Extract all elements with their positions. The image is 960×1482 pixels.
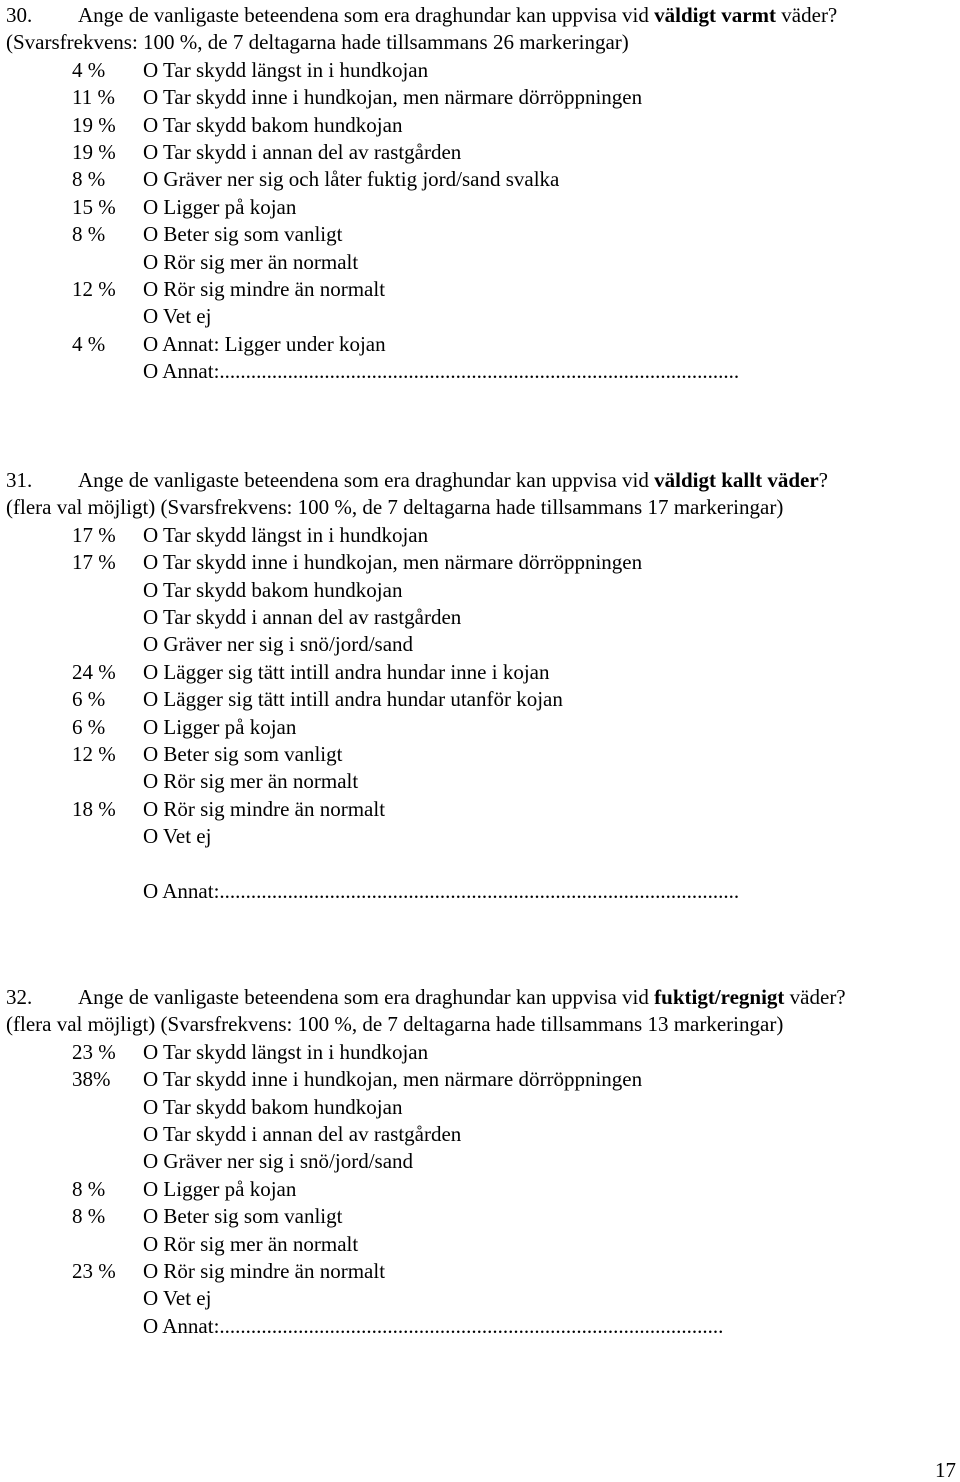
option-percent: 6 % xyxy=(72,714,106,739)
option-row xyxy=(0,166,960,193)
option-row xyxy=(0,659,960,686)
option-row xyxy=(0,631,960,658)
question-text: Ange de vanligaste beteendena som era draghundar kan uppvisa vid väldigt kallt väder? xyxy=(78,468,828,492)
option-percent: 17 % xyxy=(72,522,116,547)
option-row xyxy=(0,358,960,385)
option-label: O Tar skydd bakom hundkojan xyxy=(143,112,403,137)
option-row xyxy=(0,112,960,139)
option-label: O Gräver ner sig i snö/jord/sand xyxy=(143,1149,414,1174)
option-label: O Vet ej xyxy=(143,1286,212,1311)
option-row xyxy=(0,577,960,604)
option-percent: 23 % xyxy=(72,1039,116,1064)
page-number: 17 xyxy=(935,1458,956,1482)
option-row xyxy=(0,823,960,850)
option-percent: 17 % xyxy=(72,550,116,575)
option-percent: 18 % xyxy=(72,796,116,821)
option-percent: 11 % xyxy=(72,85,115,110)
option-label: O Annat:................................................................................................... xyxy=(143,359,740,384)
option-label: O Ligger på kojan xyxy=(143,194,297,219)
option-label: O Rör sig mindre än normalt xyxy=(143,796,386,821)
option-row xyxy=(0,796,960,823)
option-label: O Rör sig mer än normalt xyxy=(143,769,359,794)
option-row xyxy=(0,768,960,795)
option-row xyxy=(0,303,960,330)
option-label: O Tar skydd längst in i hundkojan xyxy=(143,1039,429,1064)
option-row xyxy=(0,1066,960,1093)
option-label: O Rör sig mindre än normalt xyxy=(143,1258,386,1283)
option-percent: 8 % xyxy=(72,167,106,192)
option-list xyxy=(0,1039,960,1340)
response-summary: (Svarsfrekvens: 100 %, de 7 deltagarna hade tillsammans 26 markeringar) xyxy=(6,30,629,55)
option-label: O Vet ej xyxy=(143,304,212,329)
question-number: 32. xyxy=(6,985,33,1009)
option-row xyxy=(0,1285,960,1312)
option-percent: 4 % xyxy=(72,331,106,356)
option-label: O Tar skydd inne i hundkojan, men närmare dörröppningen xyxy=(143,550,643,575)
option-label: O Tar skydd i annan del av rastgården xyxy=(143,1121,462,1146)
option-percent: 8 % xyxy=(72,1204,106,1229)
option-row xyxy=(0,249,960,276)
option-row xyxy=(0,549,960,576)
question-heading xyxy=(0,984,960,1011)
option-label: O Ligger på kojan xyxy=(143,714,297,739)
option-percent: 15 % xyxy=(72,194,116,219)
option-percent: 8 % xyxy=(72,222,106,247)
option-percent: 38% xyxy=(72,1067,111,1092)
option-label: O Annat:................................................................................................... xyxy=(143,878,740,903)
option-label: O Tar skydd inne i hundkojan, men närmare dörröppningen xyxy=(143,85,643,110)
question-31 xyxy=(0,467,960,905)
option-label: O Lägger sig tätt intill andra hundar utanför kojan xyxy=(143,687,563,712)
option-row xyxy=(0,331,960,358)
option-label: O Lägger sig tätt intill andra hundar inne i kojan xyxy=(143,659,550,684)
option-label: O Gräver ner sig och låter fuktig jord/sand svalka xyxy=(143,167,560,192)
option-row xyxy=(0,686,960,713)
option-row xyxy=(0,1176,960,1203)
option-label: O Tar skydd bakom hundkojan xyxy=(143,577,403,602)
option-list xyxy=(0,522,960,905)
option-row xyxy=(0,194,960,221)
option-row xyxy=(0,1039,960,1066)
option-label: O Beter sig som vanligt xyxy=(143,1204,343,1229)
option-label: O Tar skydd inne i hundkojan, men närmare dörröppningen xyxy=(143,1067,643,1092)
option-row xyxy=(0,57,960,84)
option-percent: 12 % xyxy=(72,741,116,766)
option-row xyxy=(0,1148,960,1175)
option-percent: 23 % xyxy=(72,1258,116,1283)
option-row xyxy=(0,878,960,905)
response-summary: (flera val möjligt) (Svarsfrekvens: 100 %, de 7 deltagarna hade tillsammans 17 markeringar) xyxy=(6,495,784,520)
option-label: O Tar skydd i annan del av rastgården xyxy=(143,139,462,164)
option-row xyxy=(0,714,960,741)
option-label: O Annat:................................................................................................ xyxy=(143,1313,724,1338)
option-percent: 12 % xyxy=(72,276,116,301)
option-percent: 19 % xyxy=(72,112,116,137)
option-percent: 24 % xyxy=(72,659,116,684)
option-row xyxy=(0,221,960,248)
option-percent: 19 % xyxy=(72,139,116,164)
option-label: O Rör sig mindre än normalt xyxy=(143,276,386,301)
option-row xyxy=(0,84,960,111)
question-heading xyxy=(0,2,960,29)
option-label: O Vet ej xyxy=(143,824,212,849)
question-heading xyxy=(0,467,960,494)
option-label: O Tar skydd längst in i hundkojan xyxy=(143,522,429,547)
option-label: O Ligger på kojan xyxy=(143,1176,297,1201)
question-30 xyxy=(0,2,960,385)
option-label: O Beter sig som vanligt xyxy=(143,222,343,247)
option-label: O Gräver ner sig i snö/jord/sand xyxy=(143,632,414,657)
option-row xyxy=(0,1094,960,1121)
question-number: 30. xyxy=(6,3,33,27)
option-percent: 6 % xyxy=(72,687,106,712)
option-label: O Tar skydd längst in i hundkojan xyxy=(143,57,429,82)
question-emphasis: väldigt varmt xyxy=(654,3,777,27)
option-label: O Annat: Ligger under kojan xyxy=(143,331,386,356)
option-row xyxy=(0,139,960,166)
option-list xyxy=(0,57,960,386)
option-row xyxy=(0,1121,960,1148)
option-label: O Tar skydd i annan del av rastgården xyxy=(143,604,462,629)
question-emphasis: fuktigt/regnigt xyxy=(654,985,785,1009)
option-row xyxy=(0,1313,960,1340)
option-row xyxy=(0,1203,960,1230)
option-label: O Rör sig mer än normalt xyxy=(143,249,359,274)
option-row xyxy=(0,850,960,877)
option-row xyxy=(0,276,960,303)
option-row xyxy=(0,1258,960,1285)
option-row xyxy=(0,1231,960,1258)
option-label: O Beter sig som vanligt xyxy=(143,741,343,766)
question-text: Ange de vanligaste beteendena som era draghundar kan uppvisa vid fuktigt/regnigt väder? xyxy=(78,985,846,1009)
option-percent: 8 % xyxy=(72,1176,106,1201)
option-row xyxy=(0,522,960,549)
option-percent: 4 % xyxy=(72,57,106,82)
response-summary: (flera val möjligt) (Svarsfrekvens: 100 %, de 7 deltagarna hade tillsammans 13 markeringar) xyxy=(6,1012,784,1037)
question-text: Ange de vanligaste beteendena som era draghundar kan uppvisa vid väldigt varmt väder? xyxy=(78,3,838,27)
question-32 xyxy=(0,984,960,1340)
question-emphasis: väldigt kallt väder xyxy=(654,468,819,492)
question-number: 31. xyxy=(6,468,33,492)
option-label: O Rör sig mer än normalt xyxy=(143,1231,359,1256)
option-label: O Tar skydd bakom hundkojan xyxy=(143,1094,403,1119)
option-row xyxy=(0,741,960,768)
option-row xyxy=(0,604,960,631)
